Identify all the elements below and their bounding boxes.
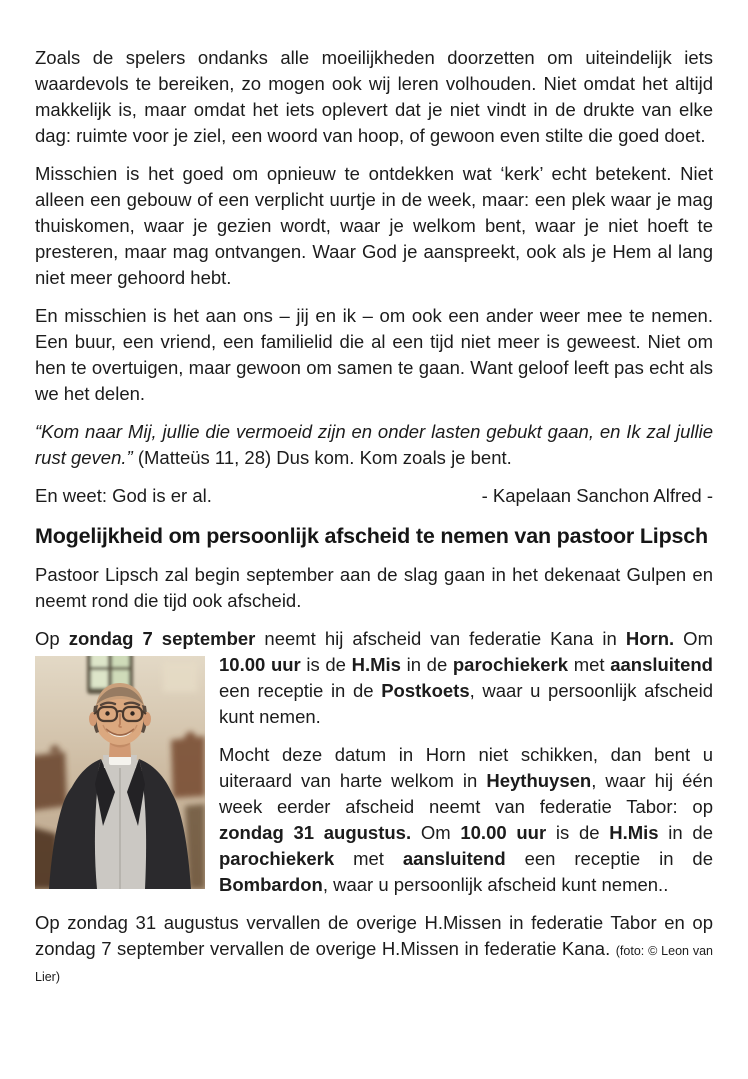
- pastor-photo: [35, 656, 205, 889]
- paragraph-invite-others: En misschien is het aan ons – jij en ik – om ook een ander weer mee te nemen. Een buur, een vriend, een familielid die al een tijd niet meer is geweest. Niet om hen te overtuigen, maar gewoon om samen te gaan. Want geloof leeft pas echt als we het delen.: [35, 305, 713, 404]
- paragraph-horn-lead: Op zondag 7 september neemt hij afscheid van federatie Kana in Horn. Om 10.00: [35, 628, 713, 675]
- closing-statement: En weet: God is er al.: [35, 485, 212, 506]
- paragraph-bible-quote: “Kom naar Mij, jullie die vermoeid zijn en onder lasten gebukt gaan, en Ik zal jullie rust geven.” (Matteüs 11, 28) Dus kom. Kom zoals je bent.: [35, 421, 713, 468]
- paragraph-heythuysen-farewell: Mocht deze datum in Horn niet schikken, dan bent u uiteraard van harte welkom in Heythuysen, waar hij één week eerder afscheid neemt van federatie Tabor: op zondag 31 augustus. Om 10.00 uur is de H.Mis in de parochiekerk met aansluitend een receptie in de Bombardon, waar u persoonlijk afscheid kunt nemen..: [219, 744, 713, 895]
- paragraph-perseverance: Zoals de spelers ondanks alle moeilijkheden doorzetten om uiteindelijk iets waardevols te bereiken, zo mogen ook wij leren volhouden. Niet omdat het altijd makkelijk is, maar omdat het iets oplevert dat je niet vindt in de drukte van elke dag: ruimte voor je ziel, een woord van hoop, of gewoon even stilte die goed doet.: [35, 47, 713, 146]
- closing-row: [35, 483, 713, 509]
- wall-highlight: [163, 662, 197, 692]
- paragraph-cancelled-masses: Op zondag 31 augustus vervallen de overige H.Missen in federatie Tabor en op zondag 7 september vervallen de overige H.Missen in federatie Kana. (foto: © Leon van Lier): [35, 912, 713, 984]
- paragraph-horn-farewell: [35, 626, 713, 730]
- paragraph-church-meaning: Misschien is het goed om opnieuw te ontdekken wat ‘kerk’ echt betekent. Niet alleen een gebouw of een verplicht uurtje in de week, maar: een plek waar je mag thuiskomen, waar je gezien wordt, waar je welkom bent, waar je niet hoeft te presteren, maar mag ontvangen. Waar God je aanspreekt, ook als je Hem al lang niet meer gehoord hebt.: [35, 163, 713, 288]
- section-heading: Mogelijkheid om persoonlijk afscheid te nemen van pastoor Lipsch: [35, 524, 708, 548]
- pastor-photo-graphic: [35, 656, 205, 889]
- paragraph-lipsch-intro: Pastoor Lipsch zal begin september aan de slag gaan in het dekenaat Gulpen en neemt rond die tijd ook afscheid.: [35, 564, 713, 611]
- paragraph-horn-rest: uur is de H.Mis in de parochiekerk met aansluitend een receptie in de Postkoets, waar u persoonlijk afscheid kunt nemen.: [219, 654, 713, 727]
- closing-author: - Kapelaan Sanchon Alfred -: [481, 485, 713, 506]
